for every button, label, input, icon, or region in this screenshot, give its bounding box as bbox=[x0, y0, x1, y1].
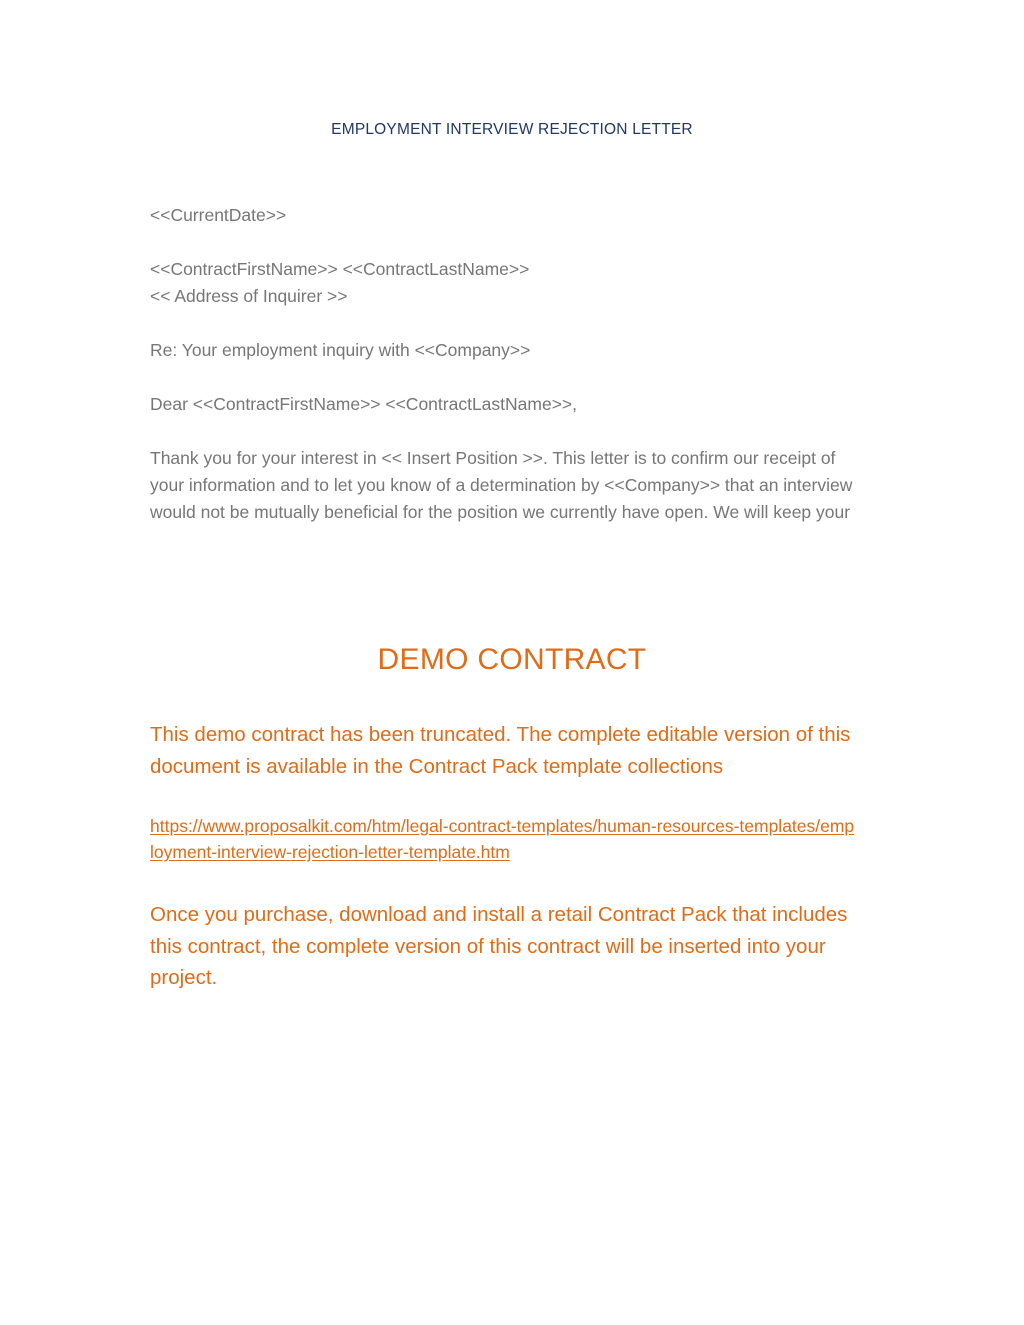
recipient-address-block bbox=[150, 256, 860, 310]
current-date-placeholder: <<CurrentDate>> bbox=[150, 205, 287, 225]
letter-paragraph-1: Thank you for your interest in << Insert Position >>. This letter is to confirm our receipt of your information and to let you know of a determination by <<Company>> that an interview would not be mutually beneficial for the position we currently have open. We will keep your bbox=[150, 448, 853, 522]
template-url-link[interactable]: https://www.proposalkit.com/htm/legal-contract-templates/human-resources-templates/employment-interview-rejection-letter-template.htm bbox=[150, 816, 855, 862]
letter-body bbox=[150, 202, 860, 526]
recipient-name-placeholder: <<ContractFirstName>> <<ContractLastName>> bbox=[150, 259, 530, 279]
subject-line: Re: Your employment inquiry with <<Company>> bbox=[150, 340, 531, 360]
demo-notice-block bbox=[150, 719, 855, 994]
purchase-message: Once you purchase, download and install a retail Contract Pack that includes this contract, the complete version of this contract will be inserted into your project. bbox=[150, 903, 848, 989]
salutation-block bbox=[150, 391, 860, 418]
demo-contract-heading: DEMO CONTRACT bbox=[377, 643, 647, 676]
page-title: EMPLOYMENT INTERVIEW REJECTION LETTER bbox=[331, 121, 693, 138]
salutation-line: Dear <<ContractFirstName>> <<ContractLastName>>, bbox=[150, 394, 578, 414]
date-block bbox=[150, 202, 860, 229]
truncation-message: This demo contract has been truncated. The complete editable version of this document is available in the Contract Pack template collections bbox=[150, 723, 851, 778]
subject-block bbox=[150, 337, 860, 364]
recipient-address-placeholder: << Address of Inquirer >> bbox=[150, 286, 348, 306]
template-url-block bbox=[150, 813, 855, 865]
